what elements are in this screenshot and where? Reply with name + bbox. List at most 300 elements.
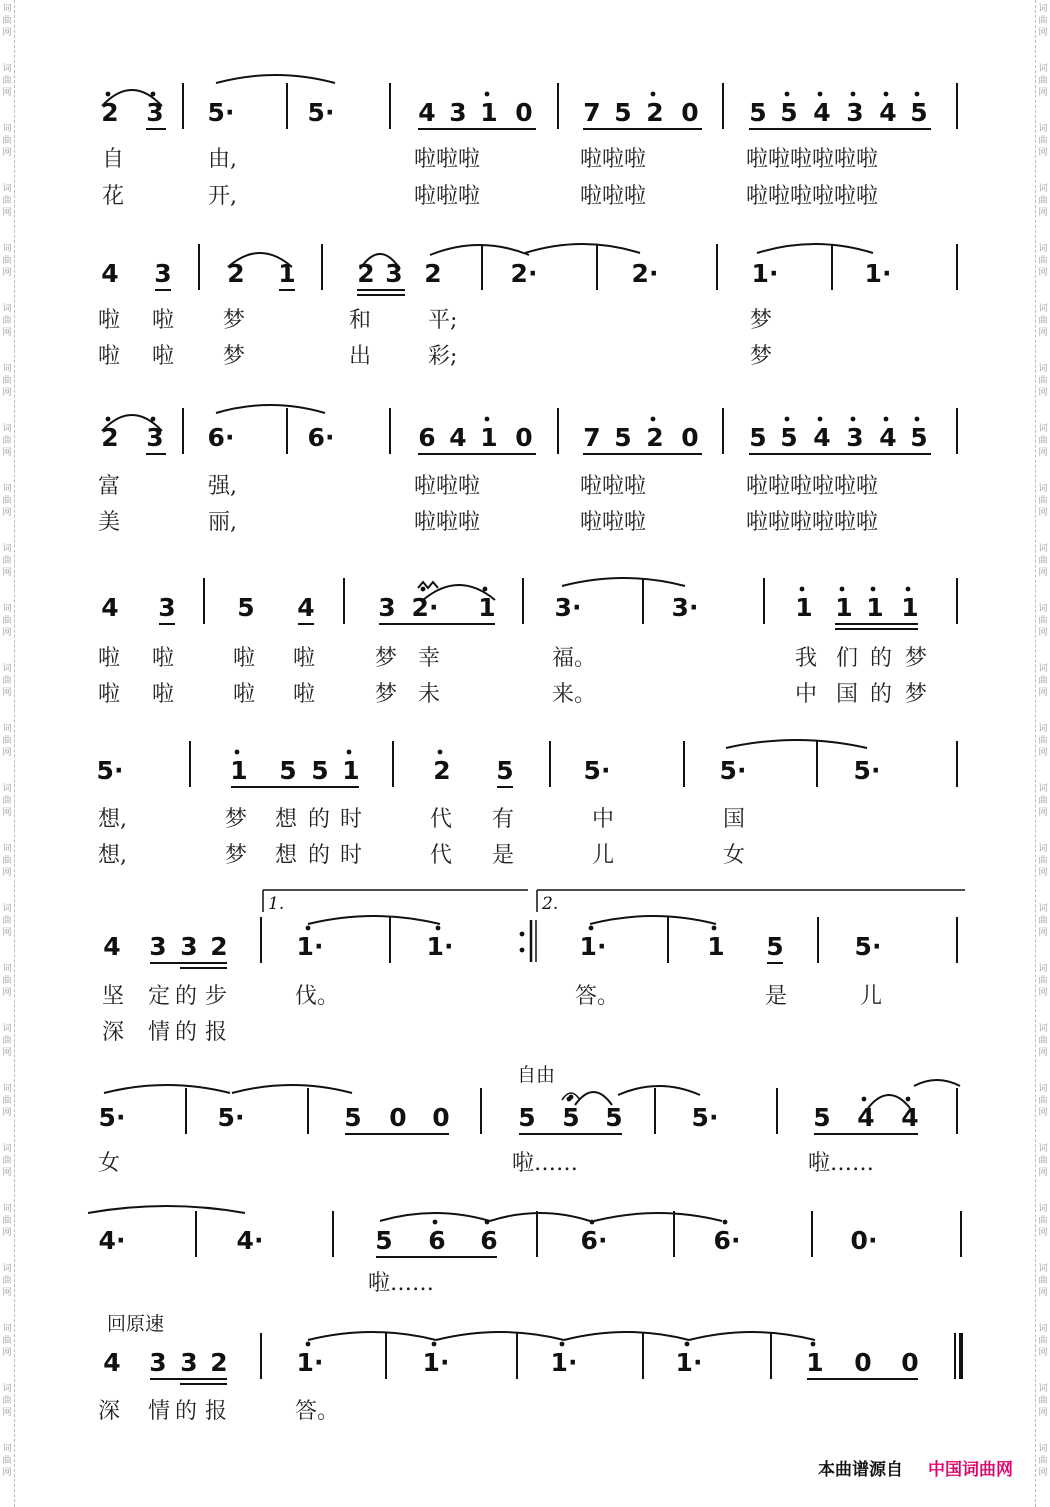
edge-watermark-glyph: 曲 [2,436,12,446]
note: 4· [236,1226,264,1255]
high-octave-dot [235,750,240,755]
lyric-syllable: 国 [836,682,859,707]
note: 4 [879,98,897,127]
edge-watermark-glyph: 网 [1038,1348,1048,1358]
edge-watermark-glyph: 曲 [2,1456,12,1466]
note: 0 [389,1103,407,1132]
lyric-syllable: 答。 [575,984,620,1009]
high-octave-dot [915,417,920,422]
lyric-syllable: 幸 [418,646,441,671]
note: 3 [378,593,396,622]
note: 0· [850,1226,878,1255]
lyric-syllable: 情 [148,1399,171,1424]
note: 4 [101,259,119,288]
edge-watermark-glyph: 网 [1038,928,1048,938]
edge-watermark-glyph: 网 [2,868,12,878]
tie-slur [525,244,640,253]
lyric-syllable: 想, [98,843,127,868]
edge-watermark-glyph: 网 [1038,808,1048,818]
high-octave-dot [685,1342,690,1347]
edge-watermark-glyph: 曲 [1038,376,1048,386]
lyric-syllable: 代 [430,843,453,868]
lyric-syllable: 中 [795,682,818,707]
note: 4 [857,1103,875,1132]
note: 5 [279,756,297,785]
edge-watermark-glyph: 网 [2,448,12,458]
lyric-syllable: 们 [836,646,859,671]
edge-watermark-glyph: 网 [1038,1108,1048,1118]
edge-watermark-glyph: 网 [1038,1168,1048,1178]
high-octave-dot [906,587,911,592]
edge-watermark-glyph: 网 [1038,28,1048,38]
high-octave-dot [884,417,889,422]
note: 3 [149,932,167,961]
note: 5· [583,756,611,785]
high-octave-dot [818,92,823,97]
edge-watermark-glyph: 曲 [2,1156,12,1166]
edge-watermark-glyph: 网 [2,1108,12,1118]
lyric-syllable: 啦啦啦 [580,510,647,535]
note: 1· [675,1348,703,1377]
tempo-marking: 自由 [517,1064,556,1086]
lyric-syllable: 梦 [375,646,398,671]
edge-watermark-glyph: 词 [2,1024,12,1034]
edge-watermark-glyph: 曲 [2,1036,12,1046]
note: 0 [681,423,699,452]
edge-watermark-glyph: 曲 [2,976,12,986]
high-octave-dot [432,1342,437,1347]
lyric-syllable: 啦…… [808,1151,875,1176]
note: 5 [375,1226,393,1255]
edge-watermark-glyph: 词 [2,484,12,494]
edge-watermark-glyph: 曲 [2,856,12,866]
lyric-syllable: 出 [349,344,372,369]
fermata-dot [569,1095,574,1100]
edge-watermark-glyph: 网 [2,1468,12,1478]
note: 0 [515,98,533,127]
lyric-syllable: 啦啦啦啦啦啦 [746,184,879,209]
edge-watermark-glyph: 网 [1038,1288,1048,1298]
note: 1 [795,593,813,622]
edge-watermark-glyph: 网 [2,1048,12,1058]
edge-watermark-glyph: 曲 [1038,796,1048,806]
lyric-syllable: 来。 [552,682,597,707]
edge-watermark-glyph: 网 [2,808,12,818]
note: 0 [432,1103,450,1132]
edge-watermark-glyph: 曲 [2,616,12,626]
tie-slur [308,916,440,924]
edge-watermark-glyph: 曲 [1038,1396,1048,1406]
note: 1· [864,259,892,288]
edge-watermark-glyph: 词 [1038,724,1048,734]
edge-watermark-glyph: 曲 [1038,1156,1048,1166]
note: 2 [101,423,119,452]
high-octave-dot [851,92,856,97]
note: 4 [449,423,467,452]
edge-watermark-glyph: 网 [1038,268,1048,278]
edge-watermark-glyph: 词 [2,844,12,854]
edge-watermark-glyph: 网 [1038,148,1048,158]
note: 4 [813,423,831,452]
high-octave-dot [785,417,790,422]
edge-watermark-glyph: 网 [1038,1228,1048,1238]
note: 1· [422,1348,450,1377]
note: 3 [180,932,198,961]
note: 3 [146,98,164,127]
repeat-dot [520,932,525,937]
edge-watermark-glyph: 曲 [2,16,12,26]
lyric-syllable: 有 [492,807,515,832]
edge-watermark-glyph: 曲 [2,136,12,146]
edge-watermark-glyph: 曲 [2,1216,12,1226]
lyric-syllable: 啦啦啦啦啦啦 [746,510,879,535]
note: 4 [101,593,119,622]
lyric-syllable: 啦 [233,646,256,671]
note: 0 [515,423,533,452]
edge-watermark-glyph: 曲 [2,796,12,806]
lyric-syllable: 女 [98,1151,121,1176]
tie-slur [757,244,873,253]
note: 5· [98,1103,126,1132]
note: 4· [98,1226,126,1255]
edge-watermark-glyph: 网 [2,748,12,758]
lyric-syllable: 的 [175,1399,198,1424]
edge-watermark-glyph: 网 [1038,628,1048,638]
lyric-syllable: 啦 [98,308,121,333]
note: 1 [230,756,248,785]
edge-watermark-glyph: 曲 [1038,436,1048,446]
lyric-syllable: 答。 [295,1399,340,1424]
edge-watermark-glyph: 曲 [2,76,12,86]
lyric-syllable: 时 [340,843,363,868]
note: 3 [154,259,172,288]
edge-watermark-glyph: 曲 [2,1276,12,1286]
lyric-syllable: 自 [102,147,125,172]
edge-watermark-glyph: 词 [1038,1444,1048,1454]
lyric-syllable: 平; [428,308,458,333]
lyric-syllable: 梦 [223,344,246,369]
note: 2 [227,259,245,288]
tie-slur [232,1085,352,1093]
note: 2 [433,756,451,785]
note: 0 [854,1348,872,1377]
high-octave-dot [840,587,845,592]
note: 1· [296,932,324,961]
edge-watermark-glyph: 词 [1038,604,1048,614]
edge-watermark-glyph: 网 [1038,208,1048,218]
note: 3 [158,593,176,622]
edge-watermark-glyph: 网 [2,328,12,338]
high-octave-dot [306,926,311,931]
tie-slur [88,1206,245,1213]
note: 5 [344,1103,362,1132]
note: 5 [614,98,632,127]
high-octave-dot [589,926,594,931]
lyric-syllable: 我 [795,646,818,671]
edge-watermark-glyph: 词 [2,1204,12,1214]
lyric-syllable: 啦啦啦 [414,510,481,535]
edge-watermark-glyph: 词 [2,1144,12,1154]
lyric-syllable: 开, [208,184,237,209]
edge-watermark-glyph: 网 [2,508,12,518]
tie-slur [689,1332,815,1340]
lyric-syllable: 深 [98,1399,121,1424]
note: 4 [879,423,897,452]
lyric-syllable: 啦啦啦 [414,147,481,172]
edge-watermark-glyph: 网 [2,208,12,218]
edge-watermark-glyph: 曲 [1038,1096,1048,1106]
edge-watermark-glyph: 词 [2,424,12,434]
edge-watermark-glyph: 曲 [1038,976,1048,986]
lyric-syllable: 深 [102,1020,125,1045]
edge-watermark-glyph: 网 [1038,448,1048,458]
lyric-syllable: 啦 [293,682,316,707]
note: 3 [180,1348,198,1377]
edge-watermark-glyph: 曲 [2,1396,12,1406]
edge-watermark-glyph: 网 [2,1288,12,1298]
high-octave-dot [436,926,441,931]
edge-watermark-glyph: 曲 [2,1096,12,1106]
lyric-syllable: 想 [275,843,298,868]
edge-watermark-glyph: 曲 [2,556,12,566]
note: 5 [605,1103,623,1132]
lyric-syllable: 的 [308,807,331,832]
edge-watermark-glyph: 词 [2,124,12,134]
edge-watermark-glyph: 词 [1038,304,1048,314]
edge-watermark-glyph: 网 [2,28,12,38]
edge-watermark-glyph: 词 [2,304,12,314]
note: 4 [901,1103,919,1132]
note: 5· [307,98,335,127]
edge-watermark-glyph: 词 [1038,544,1048,554]
edge-watermark-glyph: 网 [2,928,12,938]
edge-watermark-glyph: 词 [2,964,12,974]
note: 5 [780,98,798,127]
site-name-link[interactable]: 中国词曲网 [928,1460,1013,1480]
lyric-syllable: 儿 [592,843,615,868]
note: 5 [813,1103,831,1132]
tie-slur [216,75,335,83]
lyric-syllable: 梦 [225,807,248,832]
lyric-syllable: 啦 [152,344,175,369]
lyric-syllable: 啦啦啦啦啦啦 [746,147,879,172]
lyric-syllable: 啦啦啦 [414,184,481,209]
edge-watermark-glyph: 词 [2,184,12,194]
edge-watermark-glyph: 词 [1038,904,1048,914]
lyric-syllable: 是 [765,984,788,1009]
note: 5 [614,423,632,452]
edge-watermark-glyph: 网 [2,1348,12,1358]
note: 5 [518,1103,536,1132]
note: 4 [297,593,315,622]
note: 5 [237,593,255,622]
high-octave-dot [433,1220,438,1225]
edge-watermark-glyph: 网 [2,628,12,638]
edge-watermark-glyph: 曲 [1038,916,1048,926]
lyric-syllable: 强, [208,474,237,499]
edge-watermark-glyph: 词 [2,1264,12,1274]
high-octave-dot [884,92,889,97]
edge-watermark-glyph: 曲 [1038,16,1048,26]
edge-watermark-glyph: 词 [2,664,12,674]
high-octave-dot [438,750,443,755]
high-octave-dot [106,417,111,422]
edge-watermark-glyph: 词 [1038,1144,1048,1154]
note: 1· [579,932,607,961]
edge-watermark-glyph: 词 [1038,1384,1048,1394]
high-octave-dot [421,587,426,592]
mordent-icon [418,582,438,588]
lyric-syllable: 梦 [750,308,773,333]
high-octave-dot [862,1097,867,1102]
edge-watermark-glyph: 词 [1038,664,1048,674]
edge-watermark-glyph: 词 [1038,844,1048,854]
edge-watermark-glyph: 网 [1038,1468,1048,1478]
note: 3 [146,423,164,452]
lyric-syllable: 啦 [152,308,175,333]
lyric-syllable: 啦 [152,682,175,707]
edge-watermark-glyph: 网 [2,1168,12,1178]
high-octave-dot [306,1342,311,1347]
note: 4 [418,98,436,127]
note: 1 [707,932,725,961]
note: 2 [424,259,442,288]
high-octave-dot [800,587,805,592]
note: 3 [846,423,864,452]
edge-watermark-glyph: 网 [1038,568,1048,578]
lyric-syllable: 和 [349,308,372,333]
edge-watermark-glyph: 网 [2,988,12,998]
lyric-syllable: 彩; [428,344,458,369]
lyric-syllable: 国 [723,807,746,832]
edge-watermark-glyph: 网 [2,1228,12,1238]
edge-watermark-glyph: 词 [2,364,12,374]
edge-watermark-glyph: 网 [1038,688,1048,698]
edge-watermark-glyph: 网 [1038,1048,1048,1058]
edge-watermark-glyph: 词 [1038,1024,1048,1034]
lyric-syllable: 福。 [552,646,597,671]
edge-watermark-glyph: 曲 [2,196,12,206]
edge-watermark-glyph: 曲 [2,916,12,926]
edge-watermark-glyph: 网 [2,268,12,278]
note: 7 [583,423,601,452]
high-octave-dot [818,417,823,422]
lyric-syllable: 花 [102,184,125,209]
lyric-syllable: 的 [175,1020,198,1045]
edge-watermark-glyph: 曲 [2,256,12,266]
lyric-syllable: 啦啦啦啦啦啦 [746,474,879,499]
volta-label: 1. [268,894,285,914]
note: 1 [342,756,360,785]
lyric-syllable: 步 [205,984,228,1009]
lyric-syllable: 由, [208,147,237,172]
note: 6· [580,1226,608,1255]
edge-watermark-glyph: 曲 [1038,76,1048,86]
edge-watermark-glyph: 曲 [1038,196,1048,206]
edge-watermark-glyph: 曲 [1038,1456,1048,1466]
high-octave-dot [712,926,717,931]
edge-watermark-glyph: 曲 [1038,676,1048,686]
high-octave-dot [785,92,790,97]
edge-watermark-glyph: 网 [1038,748,1048,758]
note: 5 [562,1103,580,1132]
note: 2 [357,259,375,288]
lyric-syllable: 儿 [860,984,883,1009]
note: 6· [307,423,335,452]
high-octave-dot [485,417,490,422]
note: 1 [278,259,296,288]
lyric-syllable: 的 [308,843,331,868]
note: 0 [901,1348,919,1377]
note: 1 [478,593,496,622]
tie-slur [436,1332,564,1340]
note: 5· [854,932,882,961]
lyric-syllable: 梦 [225,843,248,868]
note: 5· [96,756,124,785]
edge-watermark-glyph: 词 [1038,1204,1048,1214]
edge-watermark-glyph: 曲 [1038,496,1048,506]
edge-watermark-glyph: 曲 [1038,1036,1048,1046]
lyric-syllable: 啦 [293,646,316,671]
edge-watermark-glyph: 网 [2,388,12,398]
note: 5 [749,98,767,127]
lyric-syllable: 梦 [375,682,398,707]
lyric-syllable: 梦 [223,308,246,333]
high-octave-dot [651,417,656,422]
note: 5 [311,756,329,785]
tie-slur [618,1086,700,1095]
edge-watermark-glyph: 词 [2,244,12,254]
lyric-syllable: 中 [592,807,615,832]
edge-watermark-glyph: 词 [2,724,12,734]
note: 5· [853,756,881,785]
edge-watermark-glyph: 词 [2,784,12,794]
edge-watermark-glyph: 词 [1038,184,1048,194]
high-octave-dot [590,1220,595,1225]
edge-watermark-glyph: 词 [1038,964,1048,974]
lyric-syllable: 梦 [905,646,928,671]
lyric-syllable: 啦 [98,344,121,369]
edge-watermark-glyph: 词 [1038,364,1048,374]
edge-watermark-glyph: 词 [1038,1264,1048,1274]
tie-slur [590,916,716,924]
note: 3 [385,259,403,288]
edge-watermark-glyph: 曲 [1038,256,1048,266]
lyric-syllable: 未 [418,682,441,707]
edge-watermark-glyph: 曲 [1038,1216,1048,1226]
note: 1 [480,98,498,127]
note: 2 [210,1348,228,1377]
repeat-dot [520,948,525,953]
high-octave-dot [651,92,656,97]
lyric-syllable: 伐。 [295,984,340,1009]
note: 5 [910,423,928,452]
note: 1· [751,259,779,288]
tie-slur [562,578,685,586]
tie-slur [308,1332,436,1340]
note: 3 [149,1348,167,1377]
edge-watermark-glyph: 词 [1038,1324,1048,1334]
edge-watermark-glyph: 词 [1038,424,1048,434]
edge-watermark-glyph: 网 [1038,868,1048,878]
lyric-syllable: 梦 [750,344,773,369]
edge-watermark-glyph: 网 [2,1408,12,1418]
edge-watermark-glyph: 曲 [2,676,12,686]
note: 4 [103,932,121,961]
note: 5· [217,1103,245,1132]
edge-watermark-glyph: 网 [1038,388,1048,398]
note: 0 [681,98,699,127]
